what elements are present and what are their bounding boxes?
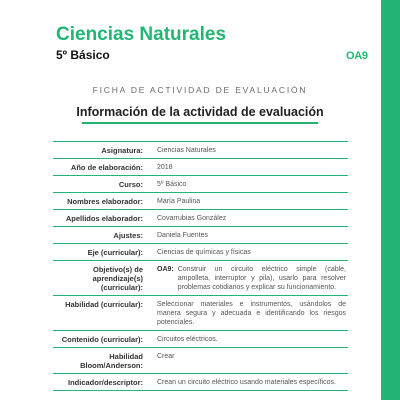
row-label: Habilidad Bloom/Anderson:: [53, 348, 151, 374]
oa-number: OA9:: [157, 266, 174, 273]
sheet-label: FICHA DE ACTIVIDAD DE EVALUACIÓN: [92, 85, 308, 95]
row-value: Ciencias Naturales: [151, 142, 348, 159]
row-value: Crean un circuito eléctrico usando materiales específicos.: [151, 374, 348, 391]
side-accent-bar: [381, 0, 400, 400]
table-row: [53, 374, 348, 391]
row-label: Habilidad (curricular):: [53, 296, 151, 331]
row-value: 2018: [151, 159, 348, 176]
oa-code-badge: OA9: [346, 50, 368, 62]
row-label: Apellidos elaborador:: [53, 210, 151, 227]
table-row: [53, 331, 348, 348]
subject-title: Ciencias Naturales: [56, 24, 227, 45]
row-value: 5º Básico: [151, 176, 348, 193]
row-value: Seleccionar materiales e instrumentos, usándolos de manera segura y adecuada e identificando los riesgos potenciales.: [151, 296, 348, 331]
table-row: [53, 176, 348, 193]
row-label: Indicador/descriptor:: [53, 374, 151, 391]
row-label: Asignatura:: [53, 142, 151, 159]
table-row: [53, 193, 348, 210]
row-label: Ajustes:: [53, 227, 151, 244]
table-row: [53, 159, 348, 176]
row-label: Objetivo(s) de aprendizaje(s) (curricular):: [53, 261, 151, 296]
grade-title: 5º Básico: [56, 48, 110, 62]
table-row: [53, 210, 348, 227]
row-value: María Paulina: [151, 193, 348, 210]
table-row: [53, 227, 348, 244]
heading-underline: [82, 122, 318, 124]
row-label: Contenido (curricular):: [53, 331, 151, 348]
row-label: Nombres elaborador:: [53, 193, 151, 210]
section-heading: Información de la actividad de evaluación: [76, 105, 324, 119]
row-value: Crear: [151, 348, 348, 374]
table-row: [53, 261, 348, 296]
table-row: [53, 296, 348, 331]
row-label: Curso:: [53, 176, 151, 193]
row-label: Año de elaboración:: [53, 159, 151, 176]
row-value: Ciencias de químicas y físicas: [151, 244, 348, 261]
table-row: [53, 142, 348, 159]
table-row: [53, 244, 348, 261]
oa-description: Construir un circuito eléctrico simple (cable, ampolleta, interruptor y pila), usarlo para resolver problemas cotidianos y explicar su funcionamiento.: [177, 266, 346, 291]
row-label: Eje (curricular):: [53, 244, 151, 261]
info-table: [53, 141, 348, 391]
row-value: Covarrubias González: [151, 210, 348, 227]
row-value: Circuitos eléctricos.: [151, 331, 348, 348]
row-value: Daniela Fuentes: [151, 227, 348, 244]
row-value: [151, 261, 348, 296]
table-row: [53, 348, 348, 374]
